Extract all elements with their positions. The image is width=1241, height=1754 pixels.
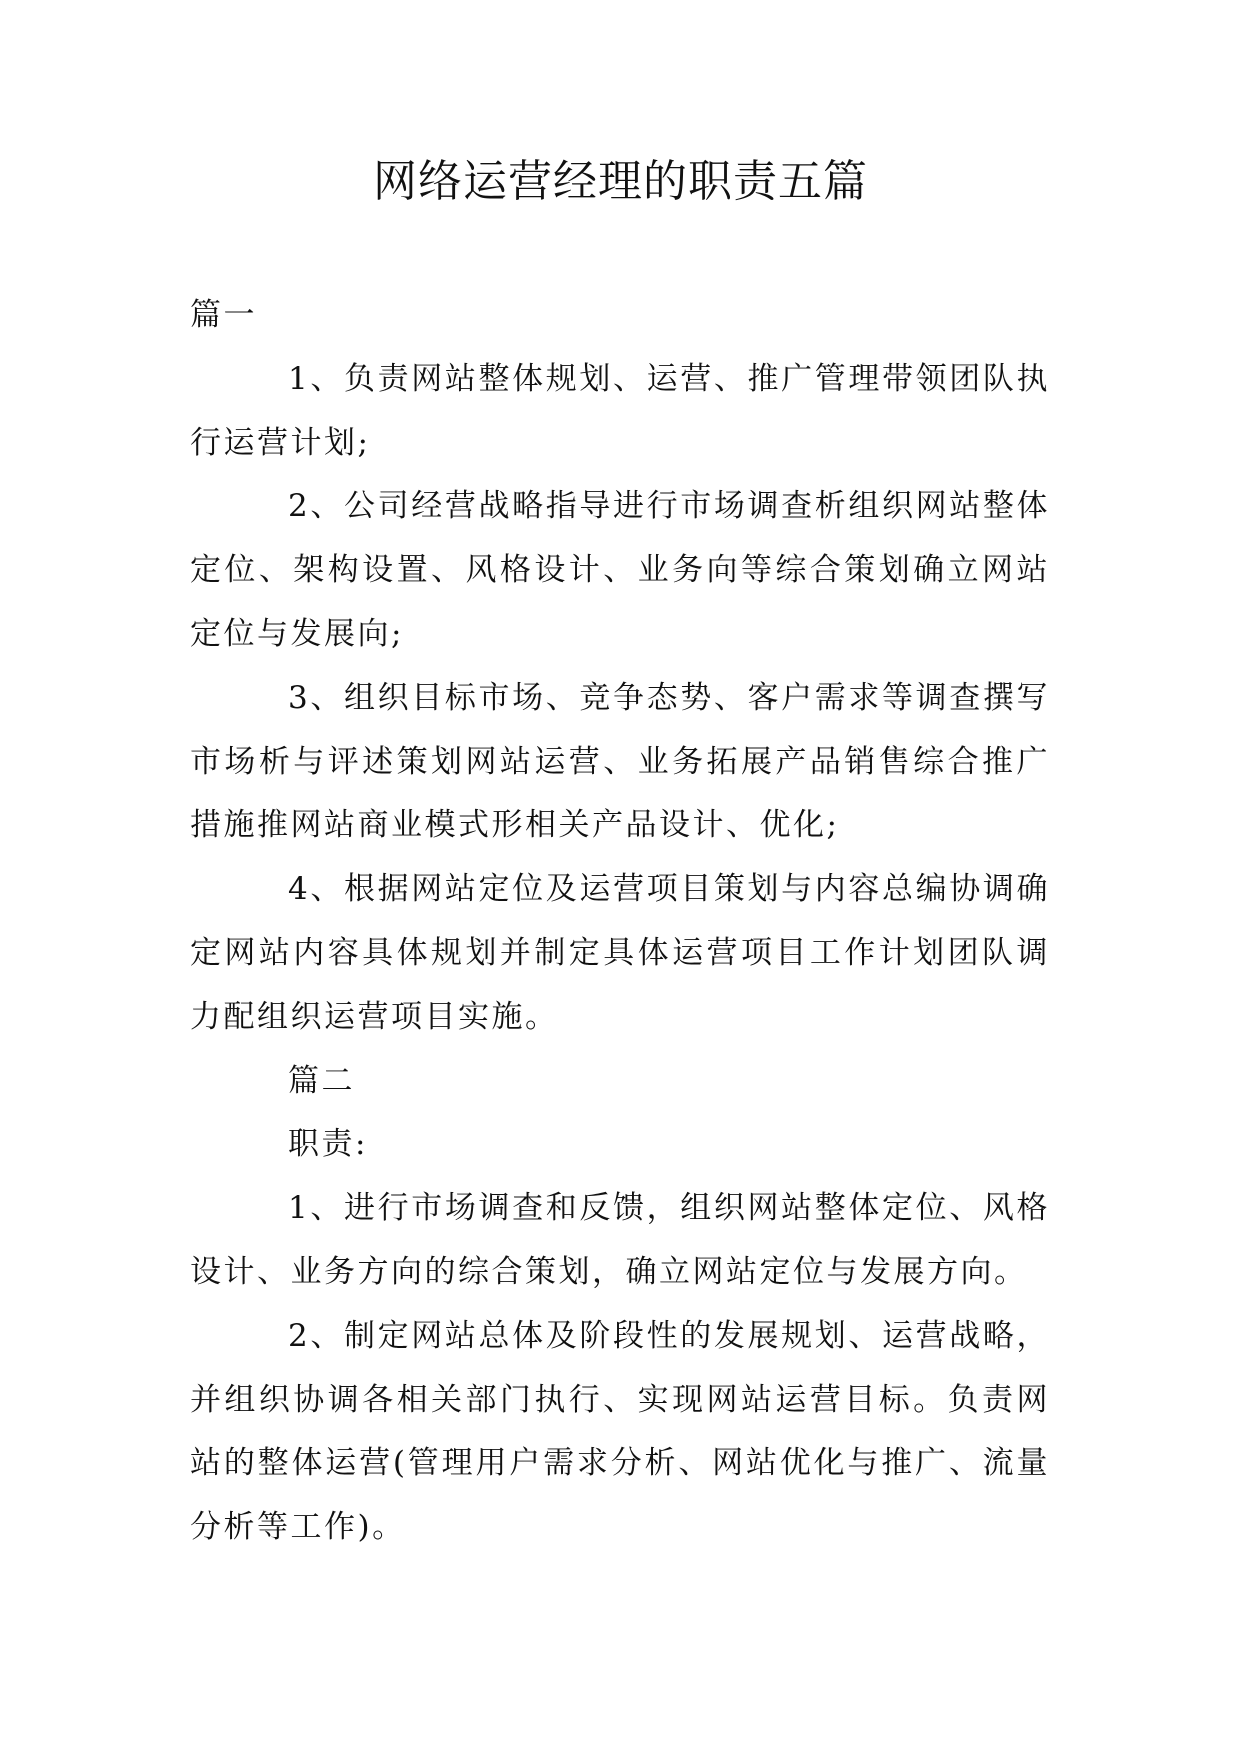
document-title: 网络运营经理的职责五篇 [373, 156, 868, 207]
duties-label: 职责: [288, 1126, 368, 1163]
paragraph-1-3: 3、组织目标市场、竞争态势、客户需求等调查撰写市场析与评述策划网站运营、业务拓展产品销售综合推广措施推网站商业模式形相关产品设计、优化; [190, 679, 1050, 844]
section-heading-2: 篇二 [288, 1062, 355, 1099]
section-heading-1: 篇一 [190, 297, 257, 333]
paragraph-2-2: 2、制定网站总体及阶段性的发展规划、运营战略，并组织协调各相关部门执行、实现网站运营目标。负责网站的整体运营(管理用户需求分析、网站优化与推广、流量分析等工作)。 [190, 1317, 1050, 1546]
paragraph-1-4: 4、根据网站定位及运营项目策划与内容总编协调确定网站内容具体规划并制定具体运营项目工作计划团队调力配组织运营项目实施。 [190, 871, 1050, 1035]
paragraph-2-1: 1、进行市场调查和反馈，组织网站整体定位、风格设计、业务方向的综合策划，确立网站定位与发展方向。 [190, 1190, 1050, 1290]
paragraph-1-2: 2、公司经营战略指导进行市场调查析组织网站整体定位、架构设置、风格设计、业务向等综合策划确立网站定位与发展向; [190, 488, 1050, 652]
paragraph-1-1: 1、负责网站整体规划、运营、推广管理带领团队执行运营计划; [190, 360, 1050, 461]
document-body [190, 284, 1050, 1560]
